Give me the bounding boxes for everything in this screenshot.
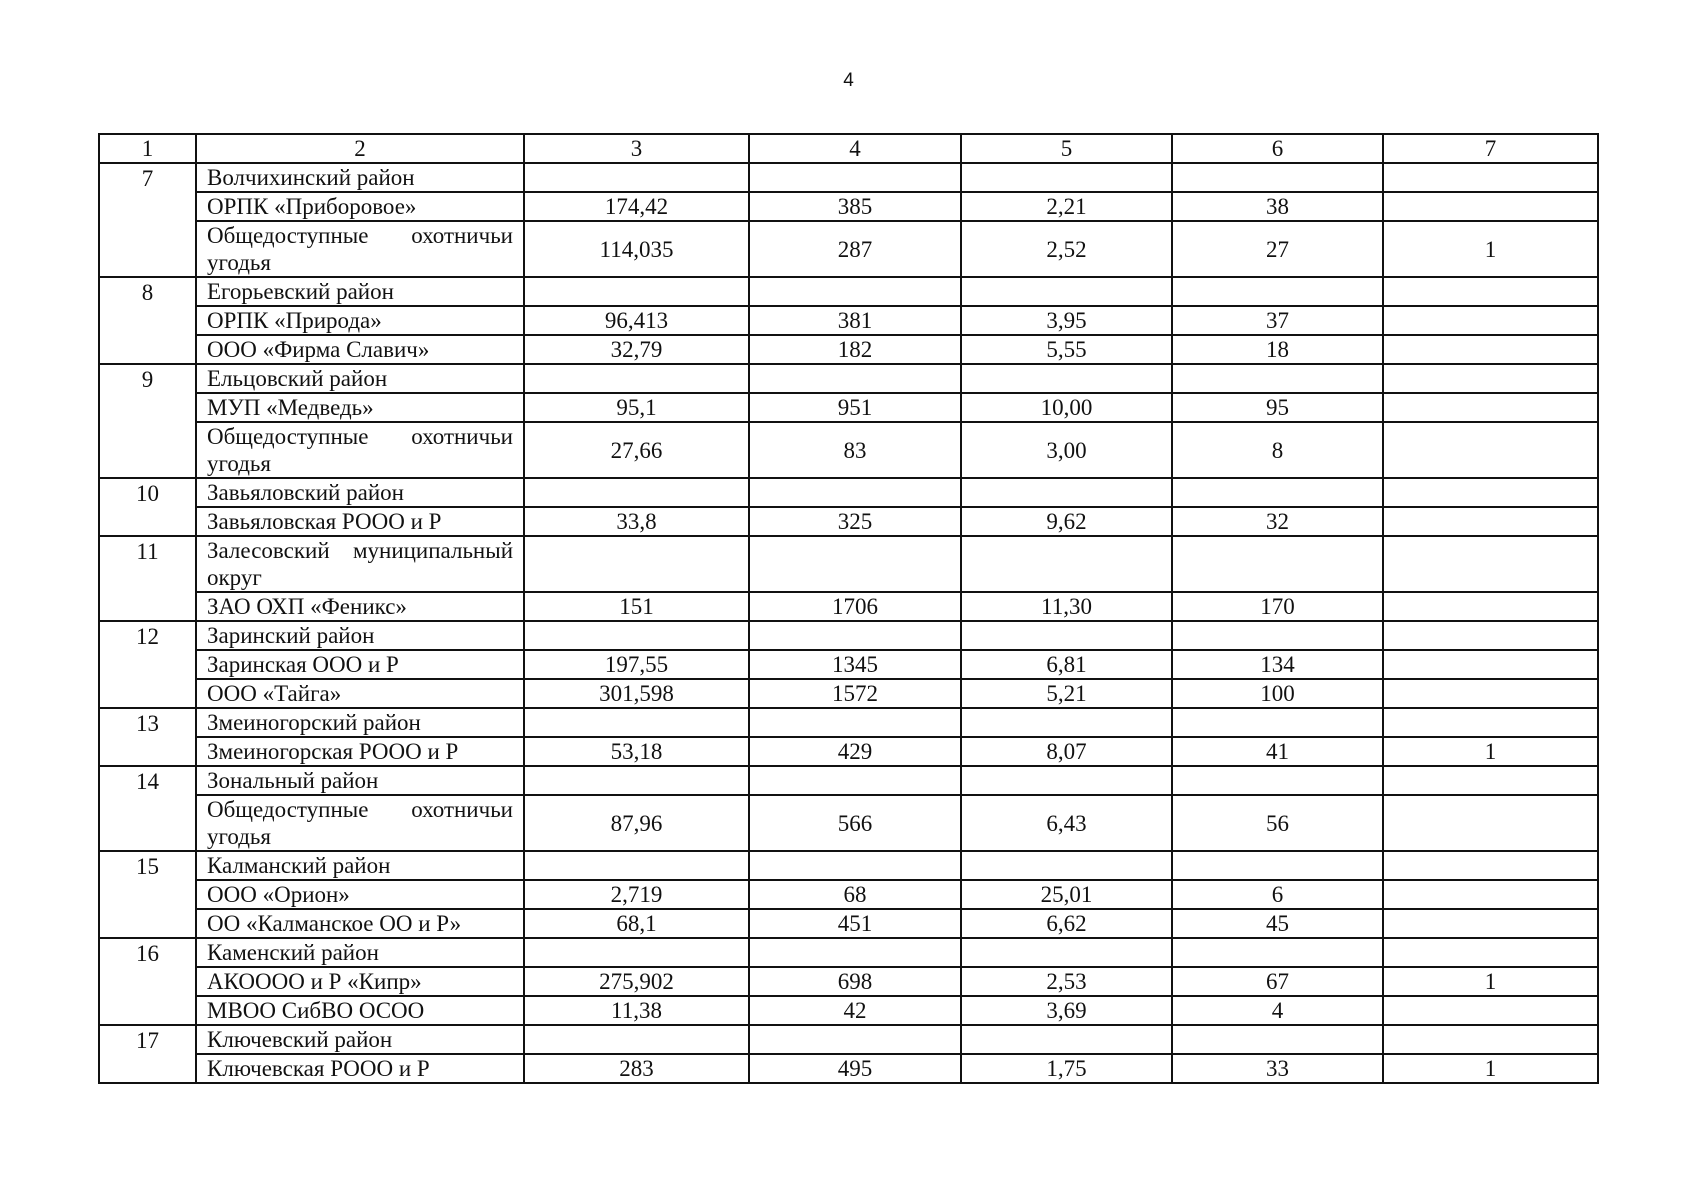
table-row (99, 1054, 1598, 1083)
value-cell-col-5 (961, 708, 1172, 737)
value-cell-col-3: 33,8 (524, 507, 749, 536)
district-name-cell: Егорьевский район (196, 277, 524, 306)
district-name-cell: Завьяловский район (196, 478, 524, 507)
value-cell-col-7 (1383, 851, 1598, 880)
value-cell-col-6: 4 (1172, 996, 1383, 1025)
district-name-cell: Каменский район (196, 938, 524, 967)
value-cell-col-5: 5,55 (961, 335, 1172, 364)
value-cell-col-6 (1172, 1025, 1383, 1054)
value-cell-col-6: 41 (1172, 737, 1383, 766)
value-cell-col-5 (961, 621, 1172, 650)
district-name-cell: Ельцовский район (196, 364, 524, 393)
value-cell-col-6: 170 (1172, 592, 1383, 621)
value-cell-col-6: 45 (1172, 909, 1383, 938)
organization-name-cell: Ключевская РООО и Р (196, 1054, 524, 1083)
value-cell-col-3: 174,42 (524, 192, 749, 221)
district-row (99, 163, 1598, 192)
organization-name-cell: ООО «Фирма Славич» (196, 335, 524, 364)
value-cell-col-6: 6 (1172, 880, 1383, 909)
value-cell-col-3 (524, 364, 749, 393)
value-cell-col-7 (1383, 364, 1598, 393)
value-cell-col-4: 429 (749, 737, 961, 766)
value-cell-col-6: 32 (1172, 507, 1383, 536)
value-cell-col-7 (1383, 163, 1598, 192)
row-number-cell: 17 (99, 1025, 196, 1083)
value-cell-col-4 (749, 1025, 961, 1054)
district-row (99, 277, 1598, 306)
organization-name-cell: ООО «Тайга» (196, 679, 524, 708)
value-cell-col-6 (1172, 708, 1383, 737)
value-cell-col-7: 1 (1383, 967, 1598, 996)
organization-name-cell: ОРПК «Природа» (196, 306, 524, 335)
page-number: 4 (843, 70, 854, 91)
organization-name-cell: МВОО СибВО ОСОО (196, 996, 524, 1025)
value-cell-col-5: 10,00 (961, 393, 1172, 422)
value-cell-col-6 (1172, 163, 1383, 192)
organization-name-cell: ОО «Калманское ОО и Р» (196, 909, 524, 938)
organization-name-cell: ЗАО ОХП «Феникс» (196, 592, 524, 621)
organization-name-cell: Общедоступные охотничьи угодья (196, 795, 524, 851)
row-number-cell: 12 (99, 621, 196, 708)
organization-name-cell: Общедоступные охотничьи угодья (196, 422, 524, 478)
header-cell: 6 (1172, 134, 1383, 163)
value-cell-col-7 (1383, 650, 1598, 679)
district-row (99, 851, 1598, 880)
value-cell-col-4: 42 (749, 996, 961, 1025)
value-cell-col-5 (961, 364, 1172, 393)
table-row (99, 880, 1598, 909)
value-cell-col-3: 87,96 (524, 795, 749, 851)
table-row (99, 996, 1598, 1025)
value-cell-col-4: 381 (749, 306, 961, 335)
organization-name-cell: Заринская ООО и Р (196, 650, 524, 679)
value-cell-col-3 (524, 938, 749, 967)
district-row (99, 621, 1598, 650)
value-cell-col-3 (524, 708, 749, 737)
value-cell-col-7 (1383, 393, 1598, 422)
row-number-cell: 15 (99, 851, 196, 938)
row-number-cell: 10 (99, 478, 196, 536)
organization-name-cell: МУП «Медведь» (196, 393, 524, 422)
value-cell-col-5 (961, 277, 1172, 306)
value-cell-col-5: 1,75 (961, 1054, 1172, 1083)
value-cell-col-7 (1383, 507, 1598, 536)
row-number-cell: 16 (99, 938, 196, 1025)
value-cell-col-3: 114,035 (524, 221, 749, 277)
value-cell-col-3: 283 (524, 1054, 749, 1083)
value-cell-col-5: 6,62 (961, 909, 1172, 938)
value-cell-col-7 (1383, 795, 1598, 851)
value-cell-col-3: 275,902 (524, 967, 749, 996)
district-name-cell: Ключевский район (196, 1025, 524, 1054)
row-number-cell: 9 (99, 364, 196, 478)
organization-name-cell: ОРПК «Приборовое» (196, 192, 524, 221)
organization-name-cell: Змеиногорская РООО и Р (196, 737, 524, 766)
table-row (99, 306, 1598, 335)
table-row (99, 795, 1598, 851)
value-cell-col-6: 18 (1172, 335, 1383, 364)
value-cell-col-7 (1383, 938, 1598, 967)
value-cell-col-7 (1383, 335, 1598, 364)
district-name-cell: Калманский район (196, 851, 524, 880)
row-number-cell: 13 (99, 708, 196, 766)
value-cell-col-3: 2,719 (524, 880, 749, 909)
value-cell-col-3: 96,413 (524, 306, 749, 335)
value-cell-col-4 (749, 708, 961, 737)
value-cell-col-6 (1172, 938, 1383, 967)
value-cell-col-5 (961, 478, 1172, 507)
table-row (99, 650, 1598, 679)
header-cell: 3 (524, 134, 749, 163)
district-row (99, 708, 1598, 737)
value-cell-col-3 (524, 536, 749, 592)
value-cell-col-7 (1383, 880, 1598, 909)
value-cell-col-7 (1383, 536, 1598, 592)
table-row (99, 967, 1598, 996)
value-cell-col-6: 27 (1172, 221, 1383, 277)
value-cell-col-5: 9,62 (961, 507, 1172, 536)
value-cell-col-5: 25,01 (961, 880, 1172, 909)
value-cell-col-4: 1572 (749, 679, 961, 708)
table-row (99, 909, 1598, 938)
value-cell-col-7 (1383, 1025, 1598, 1054)
value-cell-col-4: 698 (749, 967, 961, 996)
value-cell-col-7: 1 (1383, 737, 1598, 766)
district-name-cell: Заринский район (196, 621, 524, 650)
district-name-cell: Волчихинский район (196, 163, 524, 192)
value-cell-col-5 (961, 1025, 1172, 1054)
value-cell-col-6: 95 (1172, 393, 1383, 422)
value-cell-col-7 (1383, 766, 1598, 795)
header-row (99, 134, 1598, 163)
value-cell-col-6 (1172, 478, 1383, 507)
district-row (99, 1025, 1598, 1054)
value-cell-col-6: 38 (1172, 192, 1383, 221)
value-cell-col-4 (749, 621, 961, 650)
value-cell-col-3: 27,66 (524, 422, 749, 478)
organization-name-cell: Завьяловская РООО и Р (196, 507, 524, 536)
organization-name-cell: ООО «Орион» (196, 880, 524, 909)
value-cell-col-3 (524, 277, 749, 306)
value-cell-col-5 (961, 163, 1172, 192)
value-cell-col-3 (524, 478, 749, 507)
value-cell-col-3: 95,1 (524, 393, 749, 422)
value-cell-col-5: 3,95 (961, 306, 1172, 335)
value-cell-col-7 (1383, 478, 1598, 507)
value-cell-col-6 (1172, 851, 1383, 880)
value-cell-col-3: 53,18 (524, 737, 749, 766)
district-name-cell: Залесовский муниципальный округ (196, 536, 524, 592)
value-cell-col-5: 11,30 (961, 592, 1172, 621)
value-cell-col-4 (749, 163, 961, 192)
header-cell: 7 (1383, 134, 1598, 163)
district-name-cell: Змеиногорский район (196, 708, 524, 737)
value-cell-col-4: 951 (749, 393, 961, 422)
value-cell-col-6: 134 (1172, 650, 1383, 679)
table-row (99, 221, 1598, 277)
value-cell-col-4: 566 (749, 795, 961, 851)
district-row (99, 364, 1598, 393)
value-cell-col-6: 33 (1172, 1054, 1383, 1083)
table-body (99, 134, 1598, 1083)
value-cell-col-4 (749, 478, 961, 507)
value-cell-col-4: 68 (749, 880, 961, 909)
row-number-cell: 8 (99, 277, 196, 364)
value-cell-col-4 (749, 766, 961, 795)
organization-name-cell: Общедоступные охотничьи угодья (196, 221, 524, 277)
value-cell-col-4: 451 (749, 909, 961, 938)
value-cell-col-3: 68,1 (524, 909, 749, 938)
value-cell-col-4: 83 (749, 422, 961, 478)
value-cell-col-5 (961, 851, 1172, 880)
value-cell-col-7 (1383, 909, 1598, 938)
value-cell-col-3: 197,55 (524, 650, 749, 679)
value-cell-col-3 (524, 766, 749, 795)
value-cell-col-7 (1383, 277, 1598, 306)
value-cell-col-7 (1383, 679, 1598, 708)
value-cell-col-7 (1383, 592, 1598, 621)
value-cell-col-7 (1383, 996, 1598, 1025)
value-cell-col-7 (1383, 708, 1598, 737)
table-row (99, 507, 1598, 536)
value-cell-col-5: 5,21 (961, 679, 1172, 708)
value-cell-col-6 (1172, 277, 1383, 306)
value-cell-col-6 (1172, 536, 1383, 592)
value-cell-col-7 (1383, 192, 1598, 221)
value-cell-col-4 (749, 851, 961, 880)
table-row (99, 592, 1598, 621)
table-row (99, 737, 1598, 766)
data-table (98, 133, 1599, 1084)
header-cell: 4 (749, 134, 961, 163)
value-cell-col-7 (1383, 422, 1598, 478)
district-row (99, 766, 1598, 795)
row-number-cell: 11 (99, 536, 196, 621)
value-cell-col-6: 8 (1172, 422, 1383, 478)
value-cell-col-4: 182 (749, 335, 961, 364)
table-row (99, 335, 1598, 364)
value-cell-col-4 (749, 536, 961, 592)
value-cell-col-5: 2,52 (961, 221, 1172, 277)
value-cell-col-6 (1172, 766, 1383, 795)
table-row (99, 679, 1598, 708)
value-cell-col-4 (749, 938, 961, 967)
value-cell-col-5: 6,43 (961, 795, 1172, 851)
value-cell-col-3 (524, 163, 749, 192)
district-row (99, 478, 1598, 507)
table-row (99, 192, 1598, 221)
value-cell-col-4: 1706 (749, 592, 961, 621)
header-cell: 2 (196, 134, 524, 163)
value-cell-col-4 (749, 364, 961, 393)
value-cell-col-5 (961, 938, 1172, 967)
row-number-cell: 14 (99, 766, 196, 851)
district-row (99, 536, 1598, 592)
header-cell: 5 (961, 134, 1172, 163)
row-number-cell: 7 (99, 163, 196, 277)
value-cell-col-7 (1383, 621, 1598, 650)
organization-name-cell: АКОООО и Р «Кипр» (196, 967, 524, 996)
value-cell-col-5: 3,00 (961, 422, 1172, 478)
value-cell-col-5: 2,53 (961, 967, 1172, 996)
value-cell-col-6: 67 (1172, 967, 1383, 996)
value-cell-col-3: 301,598 (524, 679, 749, 708)
value-cell-col-4: 385 (749, 192, 961, 221)
value-cell-col-4: 495 (749, 1054, 961, 1083)
district-row (99, 938, 1598, 967)
district-name-cell: Зональный район (196, 766, 524, 795)
value-cell-col-7: 1 (1383, 1054, 1598, 1083)
value-cell-col-5 (961, 536, 1172, 592)
value-cell-col-3: 32,79 (524, 335, 749, 364)
value-cell-col-4: 325 (749, 507, 961, 536)
value-cell-col-3 (524, 851, 749, 880)
value-cell-col-6 (1172, 621, 1383, 650)
table-row (99, 393, 1598, 422)
header-cell: 1 (99, 134, 196, 163)
value-cell-col-4 (749, 277, 961, 306)
value-cell-col-3: 151 (524, 592, 749, 621)
value-cell-col-7 (1383, 306, 1598, 335)
table-row (99, 422, 1598, 478)
value-cell-col-3: 11,38 (524, 996, 749, 1025)
value-cell-col-3 (524, 1025, 749, 1054)
value-cell-col-7: 1 (1383, 221, 1598, 277)
value-cell-col-5: 8,07 (961, 737, 1172, 766)
value-cell-col-5: 6,81 (961, 650, 1172, 679)
value-cell-col-6: 37 (1172, 306, 1383, 335)
value-cell-col-4: 1345 (749, 650, 961, 679)
value-cell-col-3 (524, 621, 749, 650)
value-cell-col-6: 56 (1172, 795, 1383, 851)
value-cell-col-6 (1172, 364, 1383, 393)
value-cell-col-4: 287 (749, 221, 961, 277)
value-cell-col-5: 3,69 (961, 996, 1172, 1025)
value-cell-col-5 (961, 766, 1172, 795)
value-cell-col-6: 100 (1172, 679, 1383, 708)
value-cell-col-5: 2,21 (961, 192, 1172, 221)
